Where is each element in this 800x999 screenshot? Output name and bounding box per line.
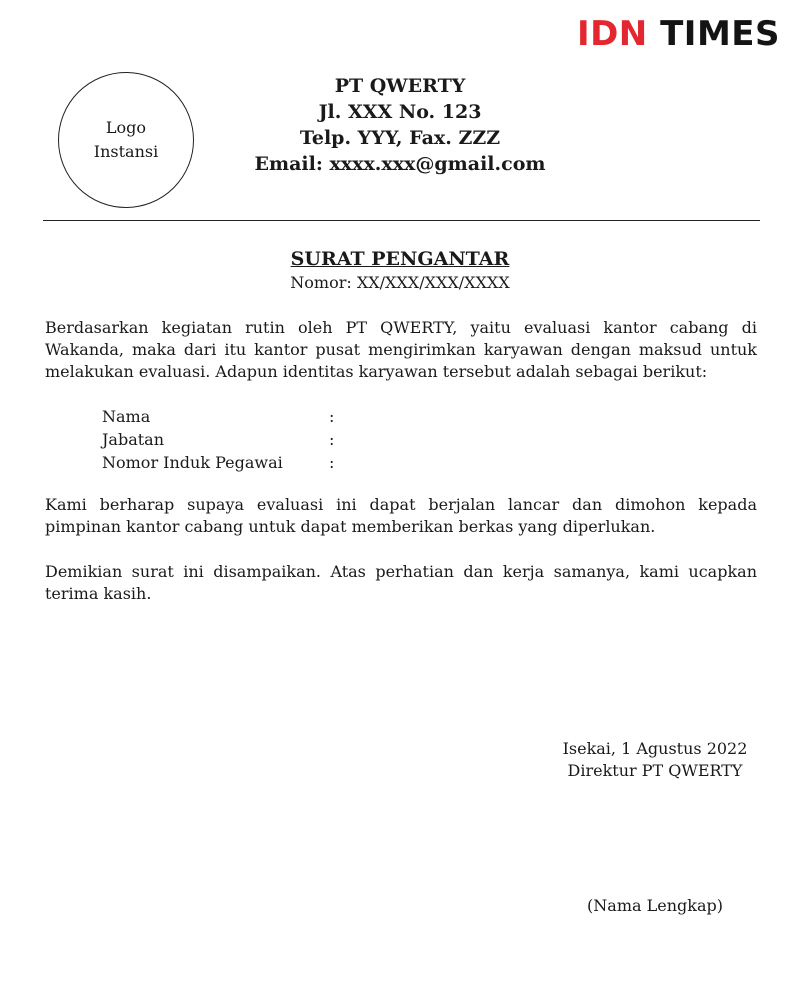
field-colon: :	[329, 453, 335, 472]
signature-block	[540, 738, 770, 782]
paragraph-request: Kami berharap supaya evaluasi ini dapat berjalan lancar dan dimohon kepada pimpinan kantor cabang untuk dapat memberikan berkas yang diperlukan.	[45, 495, 757, 536]
company-name: PT QWERTY	[334, 75, 466, 97]
field-label: Nomor Induk Pegawai	[102, 453, 283, 472]
signature-position: Direktur PT QWERTY	[567, 761, 743, 780]
watermark-idn: IDN	[576, 14, 648, 54]
document-title: SURAT PENGANTAR	[290, 248, 510, 270]
company-phone-fax: Telp. YYY, Fax. ZZZ	[299, 127, 501, 149]
company-email: Email: xxxx.xxx@gmail.com	[254, 153, 546, 175]
signature-name: (Nama Lengkap)	[587, 896, 723, 915]
logo-label-line2: Instansi	[93, 142, 159, 161]
document-number: Nomor: XX/XXX/XXX/XXXX	[290, 273, 510, 292]
field-colon: :	[329, 430, 335, 449]
company-address: Jl. XXX No. 123	[318, 101, 482, 123]
field-colon: :	[329, 407, 335, 426]
field-label: Jabatan	[102, 430, 165, 449]
letterhead	[250, 73, 550, 177]
idn-times-watermark	[577, 14, 780, 54]
watermark-times: TIMES	[660, 14, 780, 54]
paragraph-closing: Demikian surat ini disampaikan. Atas perhatian dan kerja samanya, kami ucapkan terima kasih.	[45, 562, 757, 603]
logo-label-line1: Logo	[105, 118, 147, 137]
field-row-jabatan	[102, 428, 339, 451]
field-label: Nama	[102, 407, 151, 426]
employee-identity-fields	[102, 405, 339, 474]
header-divider	[43, 220, 760, 221]
field-row-nama	[102, 405, 339, 428]
field-row-nip	[102, 451, 339, 474]
signature-place-date: Isekai, 1 Agustus 2022	[562, 739, 748, 758]
paragraph-intro: Berdasarkan kegiatan rutin oleh PT QWERTY, yaitu evaluasi kantor cabang di Wakanda, maka dari itu kantor pusat mengirimkan karyawan dengan maksud untuk melakukan evaluasi. Adapun identitas karyawan tersebut adalah sebagai berikut:	[45, 318, 757, 381]
institution-logo-placeholder	[58, 72, 194, 208]
